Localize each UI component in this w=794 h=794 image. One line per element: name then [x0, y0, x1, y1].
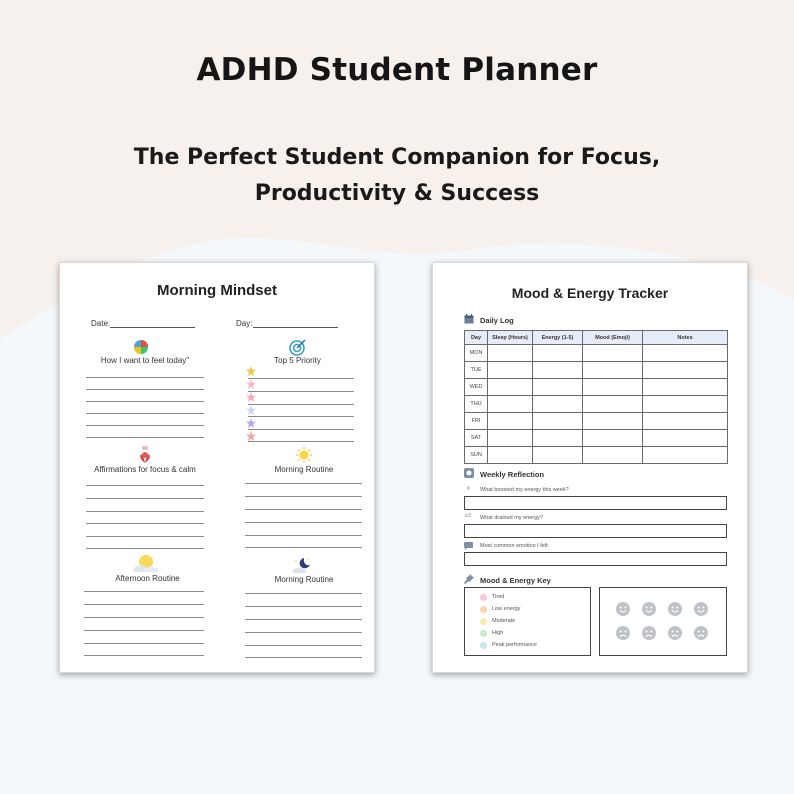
star-icon — [246, 366, 256, 376]
mood-cell[interactable] — [583, 430, 643, 447]
star-icon — [246, 418, 256, 428]
column-header: Energy (1-5) — [533, 331, 583, 345]
key-color-swatch — [480, 642, 487, 649]
table-row — [465, 430, 728, 447]
day-label: Day: — [236, 319, 253, 328]
day-cell: THU — [465, 396, 488, 413]
table-row — [465, 396, 728, 413]
section-morning-routine-2-label: Morning Routine — [274, 575, 334, 584]
daily-log-table — [464, 330, 728, 464]
section-priority-label: Top 5 Priority — [274, 356, 321, 365]
sad-face-icon — [694, 626, 708, 640]
plant-icon — [138, 446, 152, 464]
day-cell: MON — [465, 345, 488, 362]
energy-cell[interactable] — [533, 379, 583, 396]
happy-face-icon — [668, 602, 682, 616]
star-icon — [246, 405, 256, 415]
section-affirmations-label: Affirmations for focus & calm — [94, 465, 196, 474]
reflection-answer-2[interactable] — [464, 524, 727, 538]
key-item-label: Moderate — [492, 618, 516, 624]
key-color-swatch — [480, 618, 487, 625]
sad-face-icon — [616, 626, 630, 640]
happy-face-icon — [694, 602, 708, 616]
notes-cell[interactable] — [643, 345, 728, 362]
energy-cell[interactable] — [533, 362, 583, 379]
key-item-label: Peak performance — [492, 642, 537, 648]
reflection-question-2: What drained my energy? — [480, 515, 543, 521]
calendar-icon — [464, 314, 474, 324]
table-row — [465, 447, 728, 464]
sun-cloud-icon — [132, 553, 160, 573]
sleep-icon: zZ — [465, 513, 472, 519]
day-cell: TUE — [465, 362, 488, 379]
star-icon — [246, 392, 256, 402]
pin-icon — [464, 574, 474, 584]
reflection-question-3: Most common emotion I felt: — [480, 543, 550, 549]
table-row — [465, 413, 728, 430]
column-header: Mood (Emoji) — [583, 331, 643, 345]
table-header-row — [465, 331, 728, 345]
reflection-answer-3[interactable] — [464, 552, 727, 566]
table-row — [465, 379, 728, 396]
energy-key-box — [464, 587, 591, 656]
sun-icon — [296, 447, 312, 463]
reflection-question-1: What boosted my energy this week? — [480, 487, 569, 493]
day-cell: SUN — [465, 447, 488, 464]
happy-face-icon — [642, 602, 656, 616]
mood-cell[interactable] — [583, 362, 643, 379]
notes-cell[interactable] — [643, 447, 728, 464]
notes-cell[interactable] — [643, 430, 728, 447]
notes-cell[interactable] — [643, 413, 728, 430]
column-header: Day — [465, 331, 488, 345]
energy-cell[interactable] — [533, 345, 583, 362]
mood-cell[interactable] — [583, 396, 643, 413]
day-cell: FRI — [465, 413, 488, 430]
sleep-cell[interactable] — [488, 362, 533, 379]
sleep-cell[interactable] — [488, 379, 533, 396]
column-header: Sleep (Hours) — [488, 331, 533, 345]
section-feel-label: How I want to feel today" — [100, 356, 190, 365]
notes-cell[interactable] — [643, 379, 728, 396]
mood-cell[interactable] — [583, 413, 643, 430]
star-icon — [246, 431, 256, 441]
mood-faces-box — [599, 587, 727, 656]
key-item-label: Low energy — [492, 606, 521, 612]
mood-energy-tracker-page — [432, 262, 748, 673]
key-heading: Mood & Energy Key — [480, 576, 551, 585]
table-row — [465, 345, 728, 362]
hero-subtitle-line-2: Productivity & Success — [254, 181, 540, 206]
sleep-cell[interactable] — [488, 413, 533, 430]
morning-mindset-page — [59, 262, 375, 673]
section-morning-routine-label: Morning Routine — [274, 465, 334, 474]
chat-bubble-icon — [464, 542, 473, 550]
sad-face-icon — [642, 626, 656, 640]
sparkle-icon: ✦ — [466, 486, 471, 492]
pie-chart-icon — [133, 339, 149, 355]
key-color-swatch — [480, 594, 487, 601]
sad-face-icon — [668, 626, 682, 640]
reflection-icon — [464, 468, 474, 478]
date-field[interactable] — [110, 327, 195, 328]
key-color-swatch — [480, 606, 487, 613]
day-cell: SAT — [465, 430, 488, 447]
mood-cell[interactable] — [583, 447, 643, 464]
target-icon — [289, 338, 307, 356]
star-icon — [246, 379, 256, 389]
sleep-cell[interactable] — [488, 430, 533, 447]
day-cell: WED — [465, 379, 488, 396]
energy-cell[interactable] — [533, 413, 583, 430]
mood-cell[interactable] — [583, 379, 643, 396]
reflection-answer-1[interactable] — [464, 496, 727, 510]
section-afternoon-routine-label: Afternoon Routine — [115, 574, 180, 583]
key-item-label: Tired — [492, 594, 505, 600]
notes-cell[interactable] — [643, 362, 728, 379]
energy-cell[interactable] — [533, 430, 583, 447]
date-label: Date: — [91, 319, 111, 328]
column-header: Notes — [643, 331, 728, 345]
weekly-reflection-heading: Weekly Reflection — [480, 470, 545, 479]
sleep-cell[interactable] — [488, 396, 533, 413]
key-color-swatch — [480, 630, 487, 637]
hero-title: ADHD Student Planner — [196, 52, 598, 88]
sleep-cell[interactable] — [488, 447, 533, 464]
day-field[interactable] — [253, 327, 338, 328]
page-title: Morning Mindset — [157, 282, 277, 299]
energy-cell[interactable] — [533, 396, 583, 413]
energy-cell[interactable] — [533, 447, 583, 464]
daily-log-heading: Daily Log — [480, 316, 514, 325]
notes-cell[interactable] — [643, 396, 728, 413]
key-item-label: High — [492, 630, 504, 636]
sleep-cell[interactable] — [488, 345, 533, 362]
moon-cloud-icon — [292, 557, 312, 574]
happy-face-icon — [616, 602, 630, 616]
table-row — [465, 362, 728, 379]
page-title: Mood & Energy Tracker — [511, 285, 669, 301]
mood-cell[interactable] — [583, 345, 643, 362]
hero-subtitle — [0, 140, 794, 212]
hero-subtitle-line-1: The Perfect Student Companion for Focus, — [133, 145, 661, 170]
